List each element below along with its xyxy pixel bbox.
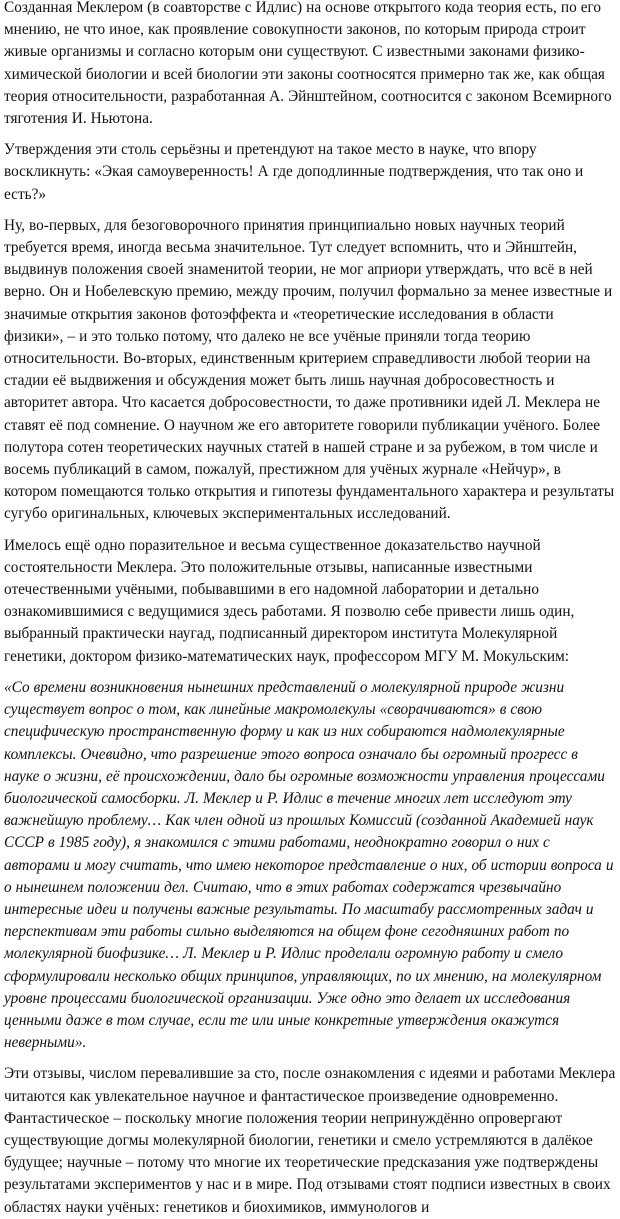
paragraph-evidence: Имелось ещё одно поразительное и весьма существенное доказательство научной состоятельности Меклера. Это положительные отзывы, написанные известными отечественными учёными, побывавшими в его надомной лаборатории и детально ознакомившимися с ведущимися здесь работами. Я позволю себе привести лишь один, выбранный практически наугад, подписанный директором института Молекулярной генетики, доктором физико-математических наук, профессором МГУ М. Мокульским: <box>4 536 575 665</box>
paragraph-arguments: Ну, во-первых, для безоговорочного принятия принципиально новых научных теорий требуется время, иногда весьма значительное. Тут следует вспомнить, что и Эйнштейн, выдвинув положения своей знаменитой теории, не мог априори утверждать, что всё в ней верно. Он и Нобелевскую премию, между прочим, получил формально за менее известные и значимые открытия законов фотоэффекта и «теоретические исследования в области физики», – и это только потому, что далеко не все учёные приняли тогда теорию относительности. Во-вторых, единственным критерием справедливости любой теории на стадии её выдвижения и обсуждения может быть лишь научная добросовестность и авторитет автора. Что касается добросовестности, то даже противники идей Л. Меклера не ставят её под сомнение. О научном же его авторитете говорили публикации учёного. Более полутора сотен теоретических научных статей в нашей стране и за рубежом, в том числе и восемь публикаций в самом, пожалуй, престижном для учёных журнале «Нейчур», в котором помещаются только открытия и гипотезы фундаментального характера и результаты сугубо оригинальных, ключевых экспериментальных исследований. <box>4 216 615 523</box>
paragraph-reviews: Эти отзывы, числом перевалившие за сто, после ознакомления с идеями и работами Меклера читаются как увлекательное научное и фантастическое произведение одновременно. Фантастическое – поскольку многие положения теории непринуждённо опровергают существующие догмы молекулярной биологии, генетики и смело устремляются в далёкое будущее; научные – потому что многие их теоретические предсказания уже подтверждены результатами экспериментов у нас и в мире. Под отзывами стоят подписи известных в своих областях науки учёных: генетиков и биохимиков, иммунологов и <box>4 1065 616 1216</box>
quote-mokulsky: «Со времени возникновения нынешних представлений о молекулярной природе жизни существует вопрос о том, как линейные макромолекулы «сворачиваются» в свою специфическую пространственную форму и как из них собираются надмолекулярные комплексы. Очевидно, что разрешение этого вопроса означало бы огромный прогресс в науке о жизни, её происхождении, дало бы огромные возможности управления процессами биологической самосборки. Л. Меклер и Р. Идлис в течение многих лет исследуют эту важнейшую проблему… Как член одной из прошлых Комиссий (созданной Академией наук СССР в 1985 году), я знакомился с этими работами, неоднократно говорил о них с авторами и могу считать, что имею некоторое представление о них, об истории вопроса и о нынешнем положении дел. Считаю, что в этих работах содержатся чрезвычайно интересные идеи и получены важные результаты. По масштабу рассмотренных задач и перспективам эти работы сильно выделяются на общем фоне сегодняшних работ по молекулярной биофизике… Л. Меклер и Р. Идлис проделали огромную работу и смело сформулировали несколько общих принципов, управляющих, по их мнению, на молекулярном уровне процессами биологической организации. Уже одно это делает их исследования ценными даже в том случае, если те или иные конкретные утверждения окажутся неверными». <box>4 678 614 1052</box>
paragraph-claims: Утверждения эти столь серьёзны и претендуют на такое место в науке, что впору воскликнуть: «Экая самоуверенность! А где доподлинные подтверждения, что так оно и есть?» <box>4 141 584 203</box>
paragraph-theory-intro: Созданная Меклером (в соавторстве с Идлис) на основе открытого кода теория есть, по его мнению, не что иное, как проявление совокупности законов, по которым природа строит живые организмы и согласно которым они существуют. С известными законами физико-химической биологии и всей биологии эти законы соотносятся примерно так же, как общая теория относительности, разработанная А. Эйнштейном, соотносится с законом Всемирного тяготения И. Ньютона. <box>4 0 612 128</box>
